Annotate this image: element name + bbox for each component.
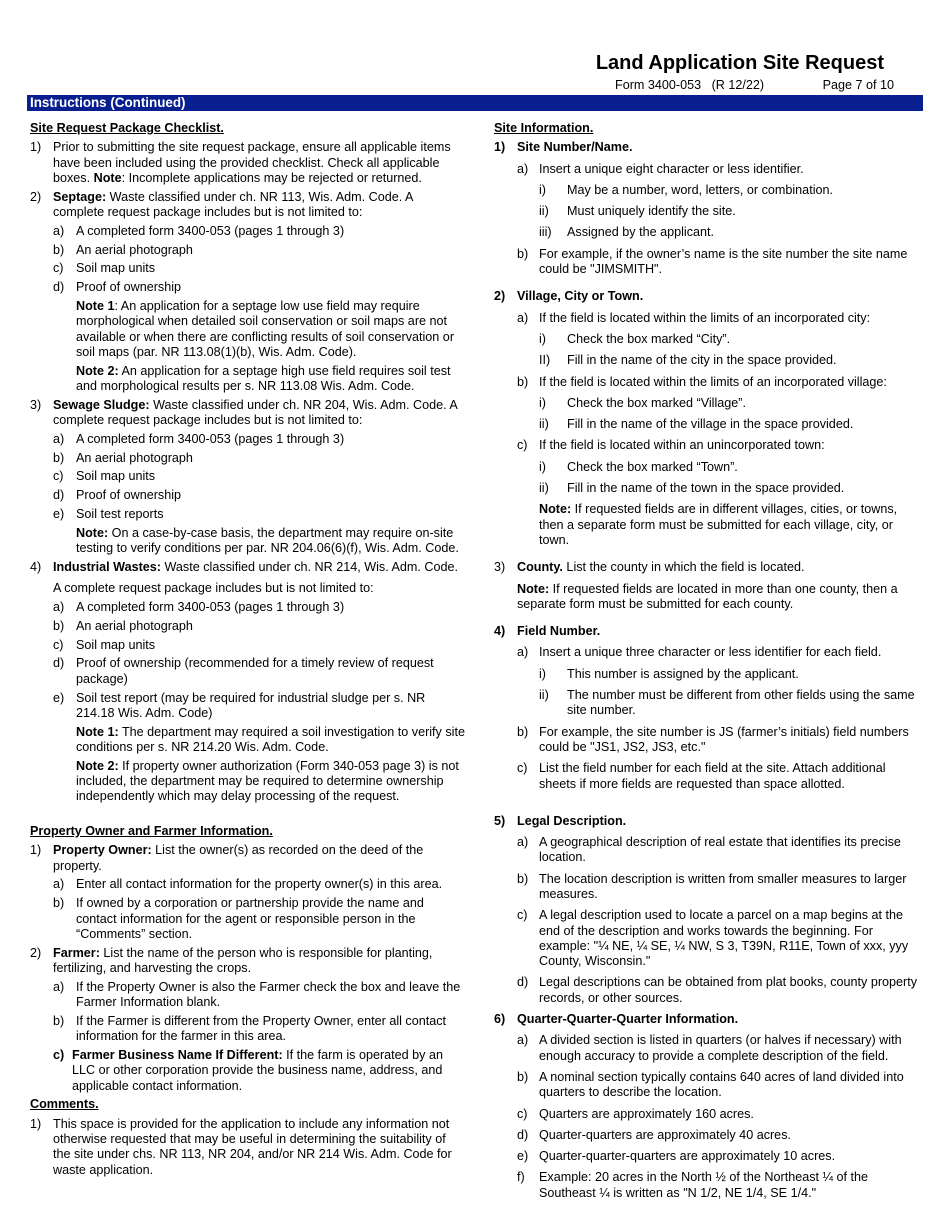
list-item: i) This number is assigned by the applicant. — [539, 666, 799, 681]
list-item: d) Proof of ownership (recommended for a timely review of request package) — [53, 656, 434, 686]
list-item: d) Proof of ownership — [53, 280, 182, 295]
owner-item-2: 2) Farmer: List the name of the person who is responsible for planting, fertilizing, and harvesting the crops. — [30, 945, 433, 975]
list-item: i) Check the box marked “Town”. — [539, 459, 738, 474]
list-item: i) May be a number, word, letters, or combination. — [539, 182, 833, 197]
checklist-heading: Site Request Package Checklist. — [30, 121, 224, 135]
list-item: iii) Assigned by the applicant. — [539, 225, 715, 240]
list-item: ii) Must uniquely identify the site. — [539, 204, 736, 219]
form-title: Land Application Site Request — [595, 52, 884, 74]
list-item: a) If the field is located within the limits of an incorporated city: — [517, 310, 871, 325]
site-item-3: 3) County. List the county in which the field is located. — [494, 560, 805, 575]
list-item: a) Insert a unique eight character or less identifier. — [517, 161, 804, 176]
list-item: a) A geographical description of real estate that identifies its precise location. — [517, 835, 901, 865]
note: Note: If requested fields are in different villages, cities, or towns, then a separate form must be submitted for each village, city, or town. — [539, 502, 898, 547]
list-item: b) If owned by a corporation or partnership provide the name and contact information for the agent or responsible person in the “Comments” section. — [53, 896, 424, 941]
list-item: b) The location description is written from smaller measures to larger measures. — [517, 871, 907, 901]
note: Note: If requested fields are located in more than one county, then a separate form must be submitted for each county. — [517, 581, 898, 611]
list-item: c) A legal description used to locate a parcel on a map begins at the end of the description and works towards the beginning. For example: "¼ NE, ¼ SE, ¼ NW, S 3, T39N, R11E, Town of xxx, yyy County, Wisconsin." — [517, 908, 909, 969]
checklist-item-3: 3) Sewage Sludge: Waste classified under ch. NR 204, Wis. Adm. Code. A complete request package includes but is not limited to: — [30, 397, 458, 428]
list-item: a) If the Property Owner is also the Farmer check the box and leave the Farmer Information blank. — [53, 979, 461, 1010]
note: Note 2: If property owner authorization (Form 340-053 page 3) is not included, the department may be required to determine ownership independently which may delay processing of the request. — [76, 758, 459, 804]
left-column — [30, 121, 465, 1181]
owner-farmer-heading: Property Owner and Farmer Information. — [30, 824, 273, 839]
list-item: e) Soil test report (may be required for industrial sludge per s. NR 214.18 Wis. Adm. Code) — [53, 690, 426, 720]
list-item: c) List the field number for each field at the site. Attach additional sheets if more fields are requested than space allotted. — [517, 761, 886, 791]
list-item: a) Enter all contact information for the property owner(s) in this area. — [53, 877, 443, 892]
site-item-2: 2) Village, City or Town. — [494, 289, 644, 304]
list-item: c) Farmer Business Name If Different: If the farm is operated by an LLC or other corporation provide the business name, address, and applicable contact information. — [53, 1047, 443, 1093]
list-item: b) An aerial photograph — [53, 618, 193, 633]
list-item: a) A completed form 3400-053 (pages 1 through 3) — [53, 223, 345, 238]
list-item: b) For example, the site number is JS (farmer’s initials) field numbers could be "JS1, JS2, JS3, etc." — [517, 724, 909, 754]
list-item: II) Fill in the name of the city in the space provided. — [539, 353, 837, 368]
site-item-1: 1) Site Number/Name. — [494, 140, 633, 155]
industrial-intro: A complete request package includes but is not limited to: — [53, 581, 374, 596]
right-column — [494, 121, 924, 1207]
note: Note 2: An application for a septage high use field requires soil test and morphological results per s. NR 113.08 Wis. Adm. Code. — [76, 363, 451, 393]
list-item: a) A completed form 3400-053 (pages 1 through 3) — [53, 431, 345, 446]
list-item: b) If the field is located within the limits of an incorporated village: — [517, 374, 887, 389]
list-item: ii) Fill in the name of the town in the space provided. — [539, 481, 845, 496]
note: Note 1: An application for a septage low use field may require morphological when detailed soil conservation or soil maps are not available or when there are conflicting results of soil conservation or soil maps (par. NR 113.08(1)(b), Wis. Adm. Code). — [76, 298, 455, 359]
list-item: c) If the field is located within an unincorporated town: — [517, 438, 825, 453]
list-item: b) An aerial photograph — [53, 450, 193, 465]
list-item: b) An aerial photograph — [53, 242, 193, 257]
list-item: ii) The number must be different from other fields using the same site number. — [539, 688, 915, 718]
form-number: Form 3400-053 (R 12/22) — [615, 78, 765, 92]
note: Note: On a case-by-case basis, the department may require on-site testing to verify conditions per par. NR 204.06(6)(f), Wis. Adm. Code. — [76, 525, 459, 556]
list-item: e) Quarter-quarter-quarters are approximately 10 acres. — [517, 1149, 836, 1164]
note: Note 1: The department may required a soil investigation to verify site conditions per s. NR 214.20 Wis. Adm. Code. — [76, 724, 465, 754]
list-item: b) If the Farmer is different from the Property Owner, enter all contact information for the farmer in this area. — [53, 1013, 447, 1044]
list-item: a) Insert a unique three character or less identifier for each field. — [517, 645, 882, 660]
list-item: d) Quarter-quarters are approximately 40 acres. — [517, 1127, 791, 1142]
checklist-item-4: 4) Industrial Wastes: Waste classified under ch. NR 214, Wis. Adm. Code. — [30, 559, 459, 574]
comments-heading: Comments. — [30, 1097, 99, 1112]
checklist-item-2: 2) Septage: Waste classified under ch. NR 113, Wis. Adm. Code. A complete request package includes but is not limited to: — [30, 189, 413, 219]
list-item: c) Soil map units — [53, 261, 156, 276]
list-item: ii) Fill in the name of the village in the space provided. — [539, 417, 854, 432]
list-item: e) Soil test reports — [53, 507, 164, 522]
site-item-5: 5) Legal Description. — [494, 813, 627, 828]
page-number: Page 7 of 10 — [822, 78, 894, 92]
list-item: a) A divided section is listed in quarters (or halves if necessary) with enough accuracy to provide a complete description of the field. — [517, 1033, 902, 1063]
list-item: a) A completed form 3400-053 (pages 1 through 3) — [53, 600, 345, 615]
site-item-6: 6) Quarter-Quarter-Quarter Information. — [494, 1012, 739, 1027]
site-info-heading: Site Information. — [494, 121, 594, 135]
comments-item-1: 1) This space is provided for the application to include any information not otherwise requested that may be useful in determining the suitability of the site under chs. NR 113, NR 204, and/or NR 214 Wis. Adm. Code for waste application. — [30, 1116, 452, 1177]
checklist-item-1: 1) Prior to submitting the site request package, ensure all applicable items have been included using the provided checklist. Check all applicable boxes. Note: Incomplete applications may be rejected or returned. — [30, 140, 451, 185]
list-item: i) Check the box marked “City”. — [539, 331, 731, 346]
list-item: c) Soil map units — [53, 637, 156, 652]
list-item: b) For example, if the owner’s name is the site number the site name could be "JIMSMITH". — [517, 246, 908, 277]
list-item: d) Legal descriptions can be obtained from plat books, county property records, or other sources. — [517, 975, 918, 1005]
owner-item-1: 1) Property Owner: List the owner(s) as recorded on the deed of the property. — [30, 843, 424, 873]
list-item: f) Example: 20 acres in the North ½ of the Northeast ¼ of the Southeast ¼ is written as "N 1/2, NE 1/4, SE 1/4." — [517, 1170, 869, 1200]
list-item: d) Proof of ownership — [53, 488, 182, 503]
site-item-4: 4) Field Number. — [494, 624, 601, 639]
section-band: Instructions (Continued) — [27, 95, 923, 111]
list-item: b) A nominal section typically contains 640 acres of land divided into quarters to describe the location. — [517, 1069, 904, 1100]
list-item: c) Quarters are approximately 160 acres. — [517, 1106, 754, 1121]
list-item: i) Check the box marked “Village”. — [539, 395, 746, 410]
list-item: c) Soil map units — [53, 469, 156, 484]
